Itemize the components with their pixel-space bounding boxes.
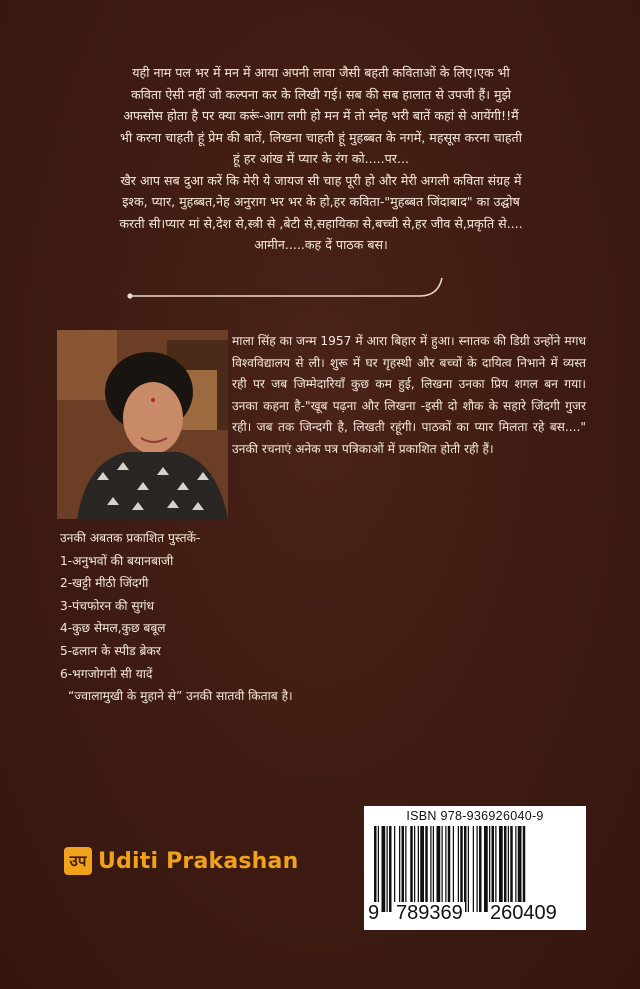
author-bio: माला सिंह का जन्म 1957 में आरा बिहार में हुआ। स्नातक की डिग्री उन्होंने मगध विश्वविद्यालय से ली। शुरू में घर गृहस्थी और बच्चों के दायित्व निभाने में व्यस्त रही पर जब जिम्मेदारियाँ कुछ कम हुई, लिखना उनका प्रिय शगल बन गया। उनका कहना है-"खूब पढ़ना और लिखना -इसी दो शौक के सहारे जिंदगी गुजर रही। जब तक जिन्दगी है, लिखती रहूंगी। पाठकों का प्यार मिलता रहे बस...." उनकी रचनाएं अनेक पत्र पत्रिकाओं में प्रकाशित होती रही हैं। — [232, 334, 586, 456]
intro-paragraph — [56, 62, 586, 256]
decorative-divider — [120, 268, 450, 308]
intro-line: कविता ऐसी नहीं जो कल्पना कर के लिखी गई। सब की सब हालात से उपजी हैं। मुझे — [130, 86, 512, 102]
barcode-digit-group-left: 789369 — [396, 902, 463, 924]
publisher-logo — [64, 844, 298, 878]
intro-line: खैर आप सब दुआ करें कि मेरी ये जायज सी चाह पूरी हो और मेरी अगली कविता संग्रह में — [120, 172, 522, 188]
publisher-mark-icon: उप — [64, 847, 92, 875]
intro-line: अफसोस होता है पर क्या करूं-आग लगी हो मन में तो स्नेह भरी बातें कहां से आयेंगी!!मैं — [123, 108, 519, 123]
books-heading: उनकी अबतक प्रकाशित पुस्तकें- — [60, 531, 201, 545]
book-item: 4-कुछ सेमल,कुछ बबूल — [60, 621, 166, 636]
published-books — [60, 527, 380, 708]
intro-line: हूं हर आंख में प्यार के रंग को.....पर... — [233, 151, 409, 166]
book-item: 5-ढलान के स्पीड ब्रेकर — [60, 643, 161, 658]
book-item: 3-पंचफोरन की सुगंध — [60, 598, 154, 613]
barcode-digit-prefix: 9 — [368, 902, 380, 924]
book-item: 1-अनुभवों की बयानबाजी — [60, 553, 174, 568]
intro-line: इश्क, प्यार, मुहब्बत,नेह अनुराग भर भर के हो,हर कविता-"मुहब्बत जिंदाबाद" का उद्घोष — [122, 194, 520, 209]
book-item: 2-खट्टी मीठी जिंदगी — [60, 576, 149, 591]
publisher-name: Uditi Prakashan — [98, 848, 299, 874]
isbn-barcode — [364, 806, 586, 930]
intro-line: करती सी।प्यार मां से,देश से,स्त्री से ,बेटी से,सहायिका से,बच्ची से,हर जीव से,प्रकृति से.... — [119, 215, 523, 231]
author-photo — [57, 330, 228, 519]
intro-line: भी करना चाहती हूं प्रेम की बातें, लिखना चाहती हूं मुहब्बत के नगमें, महसूस करना चाहती — [119, 129, 522, 145]
isbn-label: ISBN 978-936926040-9 — [406, 809, 544, 823]
barcode-digit-group-right: 260409 — [490, 902, 557, 924]
intro-line: आमीन.....कह दें पाठक बस। — [254, 237, 388, 252]
barcode-digits — [364, 896, 586, 926]
intro-line: यही नाम पल भर में मन में आया अपनी लावा जैसी बहती कविताओं के लिए।एक भी — [132, 65, 510, 80]
books-closing: “ज्वालामुखी के मुहाने से” उनकी सातवी किताब है। — [68, 689, 293, 704]
book-item: 6-भगजोगनी सी यादें — [60, 666, 153, 681]
